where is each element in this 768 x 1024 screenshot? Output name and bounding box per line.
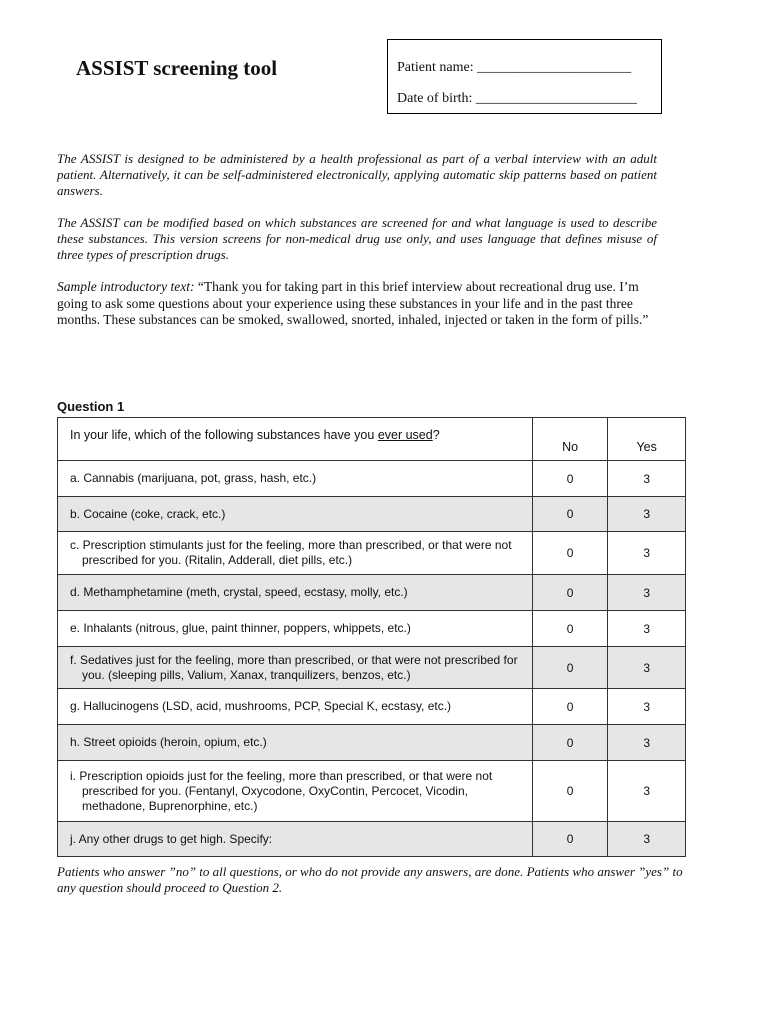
- answer-no-cell[interactable]: 0: [532, 497, 608, 532]
- answer-yes-cell[interactable]: 3: [608, 725, 686, 761]
- patient-info-box: [387, 39, 662, 114]
- answer-no-cell[interactable]: 0: [532, 822, 608, 857]
- sample-intro-lead: Sample introductory text:: [57, 279, 195, 294]
- substance-street-opioids: h. Street opioids (heroin, opium, etc.): [58, 725, 533, 761]
- dob-label: Date of birth:: [397, 91, 473, 106]
- answer-no-cell[interactable]: 0: [532, 725, 608, 761]
- answer-yes-cell[interactable]: 3: [608, 689, 686, 725]
- prompt-emphasis: ever used: [377, 428, 433, 442]
- answer-no-cell[interactable]: 0: [532, 761, 608, 822]
- question-1-table: [57, 417, 686, 857]
- answer-yes-cell[interactable]: 3: [608, 497, 686, 532]
- substance-prescription-opioids: i. Prescription opioids just for the feeling, more than prescribed, or that were not prescribed for you. (Fentanyl, Oxycodone, OxyContin, Percocet, Vicodin, methadone, Buprenorphine, etc.): [58, 761, 533, 822]
- substance-inhalants: e. Inhalants (nitrous, glue, paint thinner, poppers, whippets, etc.): [58, 611, 533, 647]
- table-row: [58, 689, 686, 725]
- substance-cocaine: b. Cocaine (coke, crack, etc.): [58, 497, 533, 532]
- column-header-yes: Yes: [608, 418, 686, 461]
- table-header-row: [58, 418, 686, 461]
- substance-prescription-stimulants: c. Prescription stimulants just for the feeling, more than prescribed, or that were not prescribed for you. (Ritalin, Adderall, diet pills, etc.): [58, 532, 533, 575]
- table-row: [58, 761, 686, 822]
- patient-name-field[interactable]: [397, 60, 631, 76]
- patient-name-line: ______________________: [477, 60, 632, 75]
- table-row: [58, 575, 686, 611]
- answer-no-cell[interactable]: 0: [532, 611, 608, 647]
- answer-no-cell[interactable]: 0: [532, 532, 608, 575]
- table-row: [58, 822, 686, 857]
- column-header-no: No: [532, 418, 608, 461]
- table-row: [58, 461, 686, 497]
- table-row: [58, 725, 686, 761]
- substance-other-drugs: j. Any other drugs to get high. Specify:: [58, 822, 533, 857]
- question-1-label: Question 1: [57, 399, 125, 414]
- question-prompt: [58, 418, 533, 461]
- table-row: [58, 497, 686, 532]
- answer-yes-cell[interactable]: 3: [608, 647, 686, 689]
- instructions-footer: Patients who answer ”no” to all questions, or who do not provide any answers, are done. Patients who answer ”yes” to any question should proceed to Question 2.: [57, 864, 683, 895]
- prompt-after: ?: [432, 428, 440, 442]
- intro-paragraph-2: The ASSIST can be modified based on which substances are screened for and what language is used to describe these substances. This version screens for non-medical drug use only, and uses language that defines misuse of three types of prescription drugs.: [57, 215, 657, 262]
- answer-yes-cell[interactable]: 3: [608, 761, 686, 822]
- answer-no-cell[interactable]: 0: [532, 647, 608, 689]
- dob-line: _______________________: [475, 91, 637, 106]
- sample-intro-text: [57, 279, 657, 329]
- answer-no-cell[interactable]: 0: [532, 689, 608, 725]
- answer-no-cell[interactable]: 0: [532, 575, 608, 611]
- substance-cannabis: a. Cannabis (marijuana, pot, grass, hash, etc.): [58, 461, 533, 497]
- answer-no-cell[interactable]: 0: [532, 461, 608, 497]
- patient-name-label: Patient name:: [397, 60, 474, 75]
- dob-field[interactable]: [397, 91, 637, 107]
- answer-yes-cell[interactable]: 3: [608, 461, 686, 497]
- table-row: [58, 647, 686, 689]
- table-row: [58, 532, 686, 575]
- answer-yes-cell[interactable]: 3: [608, 822, 686, 857]
- page-title: ASSIST screening tool: [76, 56, 278, 80]
- answer-yes-cell[interactable]: 3: [608, 532, 686, 575]
- substance-methamphetamine: d. Methamphetamine (meth, crystal, speed, ecstasy, molly, etc.): [58, 575, 533, 611]
- sample-intro-body: “Thank you for taking part in this brief interview about recreational drug use. I’m going to ask some questions about your experience using these substances in your life and in the past three months. These substances can be smoked, swallowed, snorted, inhaled, injected or taken in the form of pills.”: [57, 279, 649, 327]
- answer-yes-cell[interactable]: 3: [608, 575, 686, 611]
- substance-sedatives: f. Sedatives just for the feeling, more than prescribed, or that were not prescribed for you. (sleeping pills, Valium, Xanax, tranquilizers, benzos, etc.): [58, 647, 533, 689]
- substance-hallucinogens: g. Hallucinogens (LSD, acid, mushrooms, PCP, Special K, ecstasy, etc.): [58, 689, 533, 725]
- answer-yes-cell[interactable]: 3: [608, 611, 686, 647]
- prompt-before: In your life, which of the following substances have you: [70, 428, 378, 442]
- intro-paragraph-1: The ASSIST is designed to be administered by a health professional as part of a verbal interview with an adult patient. Alternatively, it can be self-administered electronically, applying automatic skip patterns based on patient answers.: [57, 151, 657, 198]
- table-row: [58, 611, 686, 647]
